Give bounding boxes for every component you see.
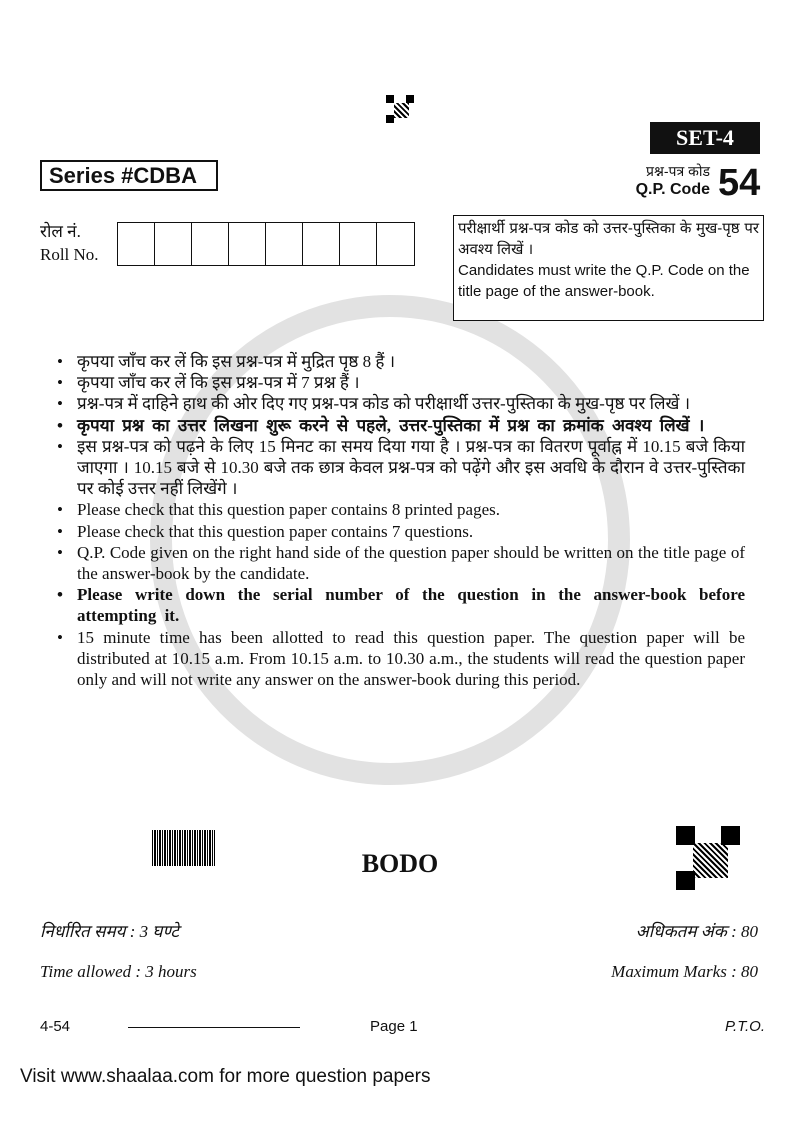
- qp-code-labels: [585, 162, 710, 199]
- qp-code-note-box: [453, 215, 764, 321]
- page-body: [20, 351, 765, 1088]
- time-marks-row-hindi: [40, 921, 758, 943]
- roll-box[interactable]: [192, 223, 229, 265]
- roll-box[interactable]: [155, 223, 192, 265]
- roll-box[interactable]: [229, 223, 266, 265]
- max-marks: Maximum Marks : 80: [611, 962, 758, 981]
- roll-box[interactable]: [340, 223, 377, 265]
- instruction-item: • इस प्रश्न-पत्र को पढ़ने के लिए 15 मिनट का समय दिया गया है । प्रश्न-पत्र का वितरण पूर्वाह्न में 10.15 बजे किया जाएगा । 10.15 बजे से 10.30 बजे तक छात्र केवल प्रश्न-पत्र को पढ़ेंगे और इस अवधि के दौरान वे उत्तर-पुस्तिका पर कोई उत्तर नहीं लिखेंगे ।: [55, 436, 745, 500]
- qp-code-label-hindi: प्रश्न-पत्र कोड: [646, 163, 710, 179]
- subject-row: [0, 821, 800, 921]
- paper-code: 4-54: [40, 1018, 71, 1035]
- instruction-item: • 15 minute time has been allotted to read this question paper. The question paper will be distributed at 10.15 a.m. From 10.15 a.m. to 10.30 a.m., the students will read the question paper only and will not write any answer on the answer-book during this period.: [55, 627, 745, 691]
- roll-number-boxes: [117, 222, 415, 266]
- note-english: Candidates must write the Q.P. Code on the title page of the answer-book.: [458, 262, 750, 300]
- roll-box[interactable]: [118, 223, 155, 265]
- qp-code-label: Q.P. Code: [635, 181, 710, 198]
- time-marks-row: [40, 961, 758, 983]
- subject-title: BODO: [361, 849, 439, 878]
- page-number: Page 1: [370, 1018, 418, 1035]
- set-badge: SET-4: [650, 122, 760, 154]
- roll-box[interactable]: [377, 223, 414, 265]
- visit-link[interactable]: Visit www.shaalaa.com for more question papers: [20, 1066, 431, 1087]
- max-marks-hindi: अधिकतम अंक : 80: [635, 922, 758, 941]
- instruction-item: • कृपया जाँच कर लें कि इस प्रश्न-पत्र में 7 प्रश्न हैं ।: [55, 372, 745, 393]
- qr-code: [676, 826, 740, 890]
- series-label: Series #CDBA: [40, 160, 218, 191]
- note-hindi: परीक्षार्थी प्रश्न-पत्र कोड को उत्तर-पुस्तिका के मुख-पृष्ठ पर अवश्य लिखें ।: [458, 220, 759, 258]
- divider: [128, 1027, 300, 1028]
- instructions-list: [55, 351, 745, 821]
- instruction-item: • कृपया प्रश्न का उत्तर लिखना शुरू करने से पहले, उत्तर-पुस्तिका में प्रश्न का क्रमांक अवश्य लिखें ।: [55, 415, 745, 436]
- time-allowed: Time allowed : 3 hours: [40, 962, 197, 981]
- page-footer: [40, 1018, 765, 1042]
- instruction-item: • Please check that this question paper contains 8 printed pages.: [55, 499, 745, 520]
- instruction-item: • कृपया जाँच कर लें कि इस प्रश्न-पत्र में मुद्रित पृष्ठ 8 हैं ।: [55, 351, 745, 372]
- roll-box[interactable]: [303, 223, 340, 265]
- pto-label: P.T.O.: [724, 1018, 765, 1035]
- time-allowed-hindi: निर्धारित समय : 3 घण्टे: [40, 922, 179, 941]
- roll-label-hindi: रोल नं.: [40, 222, 81, 241]
- instruction-item: • Please write down the serial number of the question in the answer-book before attempting it.: [55, 584, 745, 626]
- qp-code-value: 54: [718, 162, 761, 204]
- roll-box[interactable]: [266, 223, 303, 265]
- instruction-item: • Q.P. Code given on the right hand side of the question paper should be written on the title page of the answer-book by the candidate.: [55, 542, 745, 584]
- instruction-item: • प्रश्न-पत्र में दाहिने हाथ की ओर दिए गए प्रश्न-पत्र कोड को परीक्षार्थी उत्तर-पुस्तिका के मुख-पृष्ठ पर लिखें ।: [55, 393, 745, 414]
- roll-label: Roll No.: [40, 245, 99, 264]
- roll-labels: [40, 220, 115, 266]
- instruction-item: • Please check that this question paper contains 7 questions.: [55, 521, 745, 542]
- qr-code-top: [386, 95, 414, 123]
